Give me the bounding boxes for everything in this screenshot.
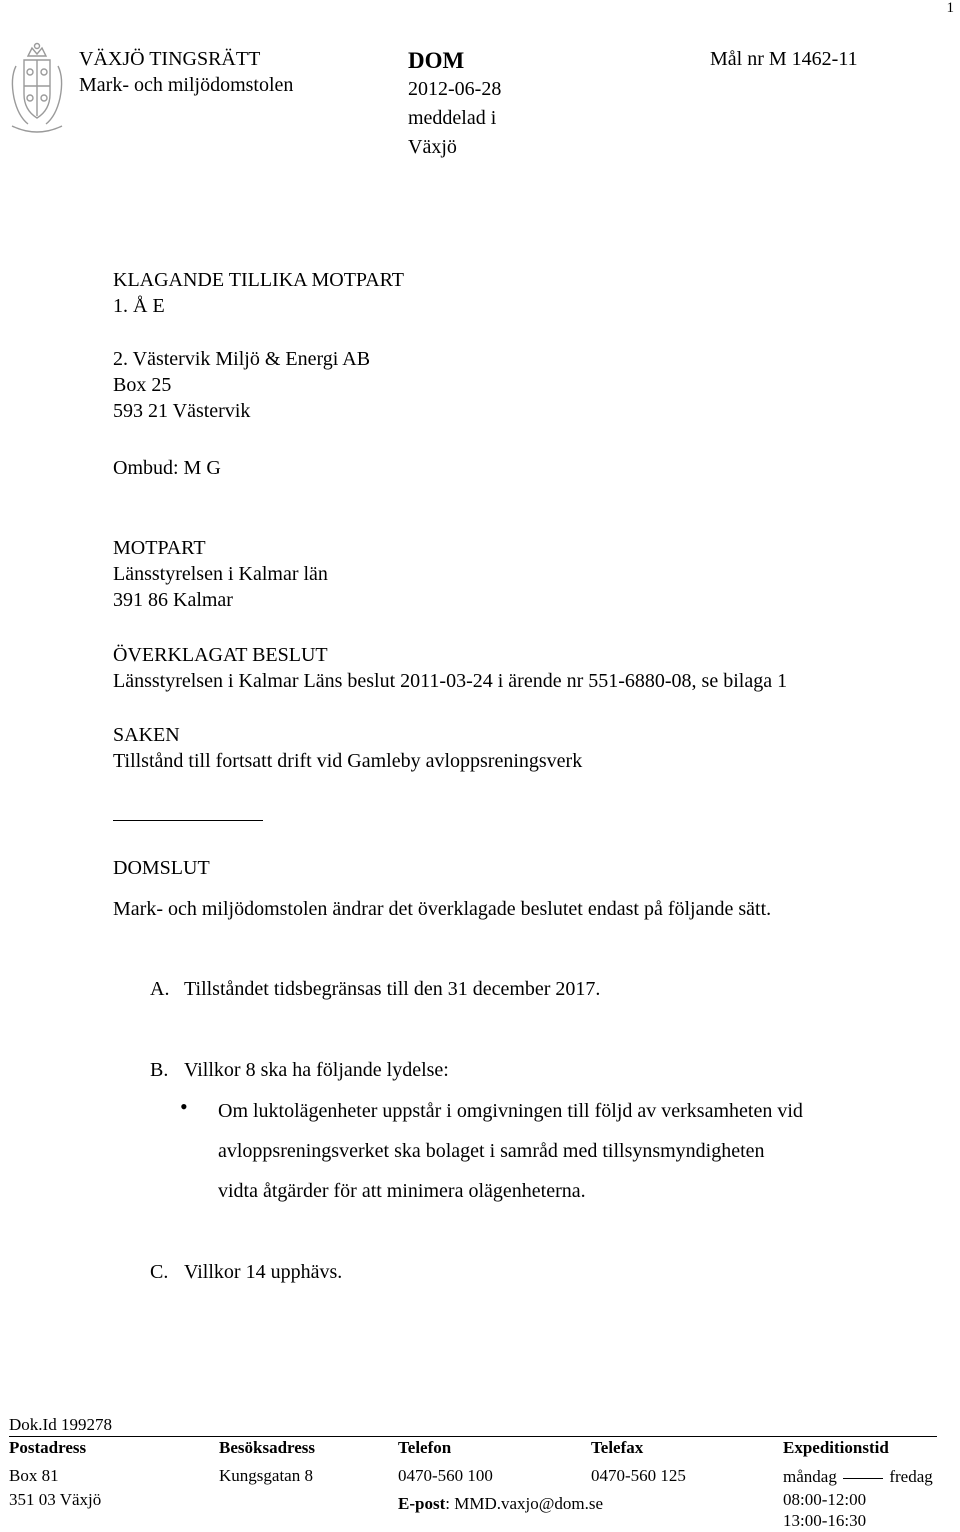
counterparty-name: Länsstyrelsen i Kalmar län	[113, 563, 328, 585]
hours-line-1: 08:00-12:00	[783, 1490, 867, 1509]
postal-line-1: Box 81	[9, 1466, 59, 1485]
item-c-text: Villkor 14 upphävs.	[184, 1261, 343, 1283]
footer-col-phone: Telefon	[398, 1438, 452, 1457]
footer-col-hours: Expeditionstid	[783, 1438, 889, 1457]
appealed-decision-text: Länsstyrelsen i Kalmar Läns beslut 2011-03-24 i ärende nr 551-6880-08, se bilaga 1	[113, 670, 788, 692]
hours-days	[783, 1466, 933, 1488]
counterparty-heading: MOTPART	[113, 537, 206, 559]
phone-number: 0470-560 100	[398, 1466, 493, 1485]
party-2: 2. Västervik Miljö & Energi AB	[113, 348, 371, 370]
case-number: Mål nr M 1462-11	[710, 48, 858, 70]
appealed-decision-heading: ÖVERKLAGAT BESLUT	[113, 644, 328, 666]
bullet-line-2: avloppsreningsverket ska bolaget i samråd med tillsynsmyndigheten	[218, 1140, 765, 1162]
footer-col-fax: Telefax	[591, 1438, 644, 1457]
item-c-label: C.	[150, 1261, 169, 1283]
judgment-intro: Mark- och miljödomstolen ändrar det överklagade beslutet endast på följande sätt.	[113, 898, 772, 920]
issued-label: meddelad i	[408, 107, 497, 129]
court-division: Mark- och miljödomstolen	[79, 74, 294, 96]
item-a-label: A.	[150, 978, 170, 1000]
document-type: DOM	[408, 48, 465, 73]
hours-dash	[843, 1478, 883, 1479]
counsel: Ombud: M G	[113, 457, 221, 479]
fax-number: 0470-560 125	[591, 1466, 686, 1485]
hours-line-2: 13:00-16:30	[783, 1511, 867, 1530]
footer-col-postal: Postadress	[9, 1438, 87, 1457]
document-id: Dok.Id 199278	[9, 1415, 112, 1434]
coat-of-arms-icon	[6, 42, 68, 138]
item-b-label: B.	[150, 1059, 169, 1081]
email-row: E-post: MMD.vaxjo@dom.se	[398, 1494, 604, 1513]
bullet-icon: •	[180, 1094, 188, 1119]
bullet-line-3: vidta åtgärder för att minimera olägenheterna.	[218, 1180, 586, 1202]
postal-line-2: 351 03 Växjö	[9, 1490, 102, 1509]
matter-heading: SAKEN	[113, 724, 180, 746]
party-2-address-2: 593 21 Västervik	[113, 400, 251, 422]
email-label: E-post	[398, 1494, 446, 1513]
counterparty-address: 391 86 Kalmar	[113, 589, 233, 611]
visit-line-1: Kungsgatan 8	[219, 1466, 313, 1485]
separator-line	[113, 820, 263, 821]
judgment-heading: DOMSLUT	[113, 857, 210, 879]
document-date: 2012-06-28	[408, 78, 502, 100]
hours-day-to: fredag	[889, 1467, 933, 1486]
issued-place: Växjö	[408, 136, 457, 158]
hours-day-from: måndag	[783, 1467, 837, 1486]
court-name: VÄXJÖ TINGSRÄTT	[79, 48, 261, 70]
footer-col-visit: Besöksadress	[219, 1438, 316, 1457]
bullet-line-1: Om luktolägenheter uppstår i omgivningen till följd av verksamheten vid	[218, 1100, 803, 1122]
appellant-heading: KLAGANDE TILLIKA MOTPART	[113, 269, 405, 291]
party-2-address-1: Box 25	[113, 374, 172, 396]
item-a-text: Tillståndet tidsbegränsas till den 31 december 2017.	[184, 978, 601, 1000]
page-number: 1	[946, 0, 954, 16]
email-address[interactable]: MMD.vaxjo@dom.se	[454, 1494, 604, 1513]
item-b-text: Villkor 8 ska ha följande lydelse:	[184, 1059, 449, 1081]
matter-text: Tillstånd till fortsatt drift vid Gamleby avloppsreningsverk	[113, 750, 583, 772]
party-1: 1. Å E	[113, 295, 165, 317]
